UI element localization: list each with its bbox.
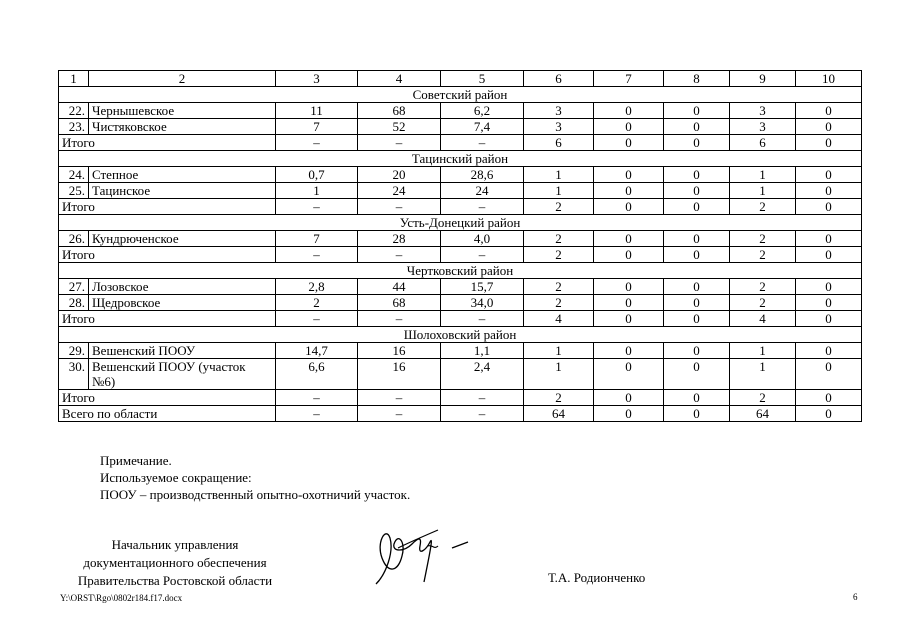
region-name: Усть-Донецкий район <box>59 215 862 231</box>
row-value: 0 <box>796 343 862 359</box>
row-value: 1 <box>730 343 796 359</box>
row-value: 1 <box>524 359 594 390</box>
row-value: 0 <box>664 343 730 359</box>
row-value: 28,6 <box>441 167 524 183</box>
row-value: 0 <box>796 295 862 311</box>
subtotal-value: – <box>276 311 358 327</box>
grand-total-value: – <box>358 406 441 422</box>
position-line-1: Начальник управления <box>111 537 239 552</box>
grand-total-row <box>59 406 862 422</box>
row-value: 16 <box>358 359 441 390</box>
row-value: 7 <box>276 119 358 135</box>
row-value: 2 <box>524 279 594 295</box>
row-value: 1 <box>276 183 358 199</box>
subtotal-value: 0 <box>796 390 862 406</box>
subtotal-value: 4 <box>524 311 594 327</box>
row-value: 2 <box>276 295 358 311</box>
subtotal-value: 0 <box>796 199 862 215</box>
region-row <box>59 87 862 103</box>
notes-line-2: ПООУ – производственный опытно-охотничий участок. <box>100 487 411 502</box>
region-name: Шолоховский район <box>59 327 862 343</box>
row-number: 23. <box>59 119 89 135</box>
subtotal-row <box>59 390 862 406</box>
region-row <box>59 327 862 343</box>
table-row <box>59 279 862 295</box>
table-row <box>59 103 862 119</box>
row-value: 28 <box>358 231 441 247</box>
row-name: Кундрюченское <box>89 231 276 247</box>
row-value: 0 <box>664 167 730 183</box>
row-value: 0 <box>796 119 862 135</box>
row-value: 0 <box>664 231 730 247</box>
table-row <box>59 183 862 199</box>
subtotal-value: – <box>441 390 524 406</box>
table-row <box>59 343 862 359</box>
position-line-3: Правительства Ростовской области <box>77 573 273 588</box>
grand-total-value: – <box>441 406 524 422</box>
row-value: 0 <box>664 295 730 311</box>
row-value: 0 <box>594 359 664 390</box>
row-value: 0 <box>664 359 730 390</box>
grand-total-value: 0 <box>594 406 664 422</box>
subtotal-row <box>59 247 862 263</box>
row-value: 0 <box>594 103 664 119</box>
row-value: 0 <box>796 231 862 247</box>
row-value: 2 <box>730 279 796 295</box>
grand-total-value: 0 <box>664 406 730 422</box>
row-value: 0 <box>796 167 862 183</box>
table-row <box>59 359 862 390</box>
row-name: Вешенский ПООУ <box>89 343 276 359</box>
subtotal-value: 0 <box>594 199 664 215</box>
row-name: Чернышевское <box>89 103 276 119</box>
subtotal-value: – <box>441 135 524 151</box>
row-value: 0 <box>796 103 862 119</box>
row-value: 0 <box>664 279 730 295</box>
row-number: 30. <box>59 359 89 390</box>
table-row <box>59 295 862 311</box>
row-value: 2 <box>524 231 594 247</box>
header-cell: 6 <box>524 71 594 87</box>
subtotal-value: 0 <box>594 135 664 151</box>
subtotal-value: 0 <box>796 247 862 263</box>
row-value: 2,8 <box>276 279 358 295</box>
header-row <box>59 71 862 87</box>
data-table <box>58 70 862 422</box>
subtotal-value: 0 <box>664 199 730 215</box>
row-number: 29. <box>59 343 89 359</box>
grand-total-label: Всего по области <box>59 406 276 422</box>
subtotal-label: Итого <box>59 247 276 263</box>
subtotal-value: 2 <box>730 199 796 215</box>
row-number: 24. <box>59 167 89 183</box>
row-value: 0,7 <box>276 167 358 183</box>
subtotal-value: – <box>276 199 358 215</box>
subtotal-value: 0 <box>594 390 664 406</box>
row-value: 16 <box>358 343 441 359</box>
subtotal-value: 6 <box>524 135 594 151</box>
subtotal-value: 2 <box>524 390 594 406</box>
row-value: 7,4 <box>441 119 524 135</box>
row-value: 6,2 <box>441 103 524 119</box>
row-value: 2 <box>524 295 594 311</box>
header-cell: 2 <box>89 71 276 87</box>
row-value: 0 <box>594 279 664 295</box>
row-value: 0 <box>594 343 664 359</box>
subtotal-label: Итого <box>59 311 276 327</box>
subtotal-value: 2 <box>524 199 594 215</box>
row-value: 1 <box>524 183 594 199</box>
row-number: 26. <box>59 231 89 247</box>
header-cell: 5 <box>441 71 524 87</box>
subtotal-value: – <box>358 311 441 327</box>
table-row <box>59 167 862 183</box>
row-value: 3 <box>524 119 594 135</box>
region-name: Чертковский район <box>59 263 862 279</box>
row-name: Щедровское <box>89 295 276 311</box>
row-value: 2 <box>730 231 796 247</box>
row-value: 11 <box>276 103 358 119</box>
subtotal-value: 0 <box>664 311 730 327</box>
row-value: 1 <box>730 359 796 390</box>
row-name: Чистяковское <box>89 119 276 135</box>
row-value: 1 <box>524 343 594 359</box>
row-value: 0 <box>594 295 664 311</box>
row-value: 0 <box>796 279 862 295</box>
row-value: 44 <box>358 279 441 295</box>
row-value: 0 <box>664 183 730 199</box>
row-value: 3 <box>730 119 796 135</box>
subtotal-row <box>59 135 862 151</box>
notes-title: Примечание. <box>100 453 172 468</box>
region-name: Советский район <box>59 87 862 103</box>
subtotal-value: 0 <box>796 135 862 151</box>
subtotal-value: 0 <box>594 247 664 263</box>
header-cell: 4 <box>358 71 441 87</box>
row-value: 0 <box>796 183 862 199</box>
header-cell: 10 <box>796 71 862 87</box>
subtotal-value: – <box>441 311 524 327</box>
position-line-2: документационного обеспечения <box>83 555 267 570</box>
row-value: 3 <box>524 103 594 119</box>
subtotal-value: 0 <box>664 247 730 263</box>
signatory-name: Т.А. Родионченко <box>548 570 646 585</box>
row-value: 24 <box>441 183 524 199</box>
subtotal-value: – <box>276 135 358 151</box>
notes-block <box>100 452 410 503</box>
table-row <box>59 119 862 135</box>
row-value: 68 <box>358 103 441 119</box>
grand-total-value: 64 <box>730 406 796 422</box>
row-number: 25. <box>59 183 89 199</box>
header-cell: 8 <box>664 71 730 87</box>
row-value: 52 <box>358 119 441 135</box>
row-value: 0 <box>594 183 664 199</box>
subtotal-value: 2 <box>524 247 594 263</box>
row-value: 1,1 <box>441 343 524 359</box>
row-name: Степное <box>89 167 276 183</box>
row-number: 22. <box>59 103 89 119</box>
row-value: 3 <box>730 103 796 119</box>
subtotal-value: – <box>358 199 441 215</box>
row-value: 20 <box>358 167 441 183</box>
subtotal-value: 0 <box>664 390 730 406</box>
row-number: 28. <box>59 295 89 311</box>
subtotal-value: – <box>441 247 524 263</box>
grand-total-value: 0 <box>796 406 862 422</box>
row-value: 0 <box>796 359 862 390</box>
subtotal-value: 0 <box>796 311 862 327</box>
row-value: 4,0 <box>441 231 524 247</box>
signatory-position <box>60 536 290 590</box>
page-number: 6 <box>853 592 858 602</box>
row-value: 24 <box>358 183 441 199</box>
grand-total-value: 64 <box>524 406 594 422</box>
row-value: 1 <box>524 167 594 183</box>
row-value: 0 <box>594 231 664 247</box>
handwritten-signature <box>368 522 478 592</box>
subtotal-row <box>59 199 862 215</box>
grand-total-value: – <box>276 406 358 422</box>
row-name: Тацинское <box>89 183 276 199</box>
subtotal-value: – <box>276 247 358 263</box>
row-value: 34,0 <box>441 295 524 311</box>
row-value: 68 <box>358 295 441 311</box>
region-row <box>59 215 862 231</box>
region-row <box>59 263 862 279</box>
row-value: 1 <box>730 183 796 199</box>
region-row <box>59 151 862 167</box>
subtotal-value: 4 <box>730 311 796 327</box>
subtotal-row <box>59 311 862 327</box>
row-value: 14,7 <box>276 343 358 359</box>
row-name: Лозовское <box>89 279 276 295</box>
row-value: 0 <box>594 167 664 183</box>
row-name: Вешенский ПООУ (участок №6) <box>89 359 276 390</box>
subtotal-value: 2 <box>730 247 796 263</box>
subtotal-value: – <box>276 390 358 406</box>
header-cell: 7 <box>594 71 664 87</box>
row-value: 0 <box>664 103 730 119</box>
subtotal-value: 0 <box>664 135 730 151</box>
row-value: 1 <box>730 167 796 183</box>
subtotal-value: 2 <box>730 390 796 406</box>
subtotal-value: – <box>358 247 441 263</box>
subtotal-label: Итого <box>59 199 276 215</box>
subtotal-label: Итого <box>59 135 276 151</box>
notes-line-1: Используемое сокращение: <box>100 470 252 485</box>
row-value: 6,6 <box>276 359 358 390</box>
header-cell: 9 <box>730 71 796 87</box>
subtotal-value: – <box>441 199 524 215</box>
row-value: 2 <box>730 295 796 311</box>
header-cell: 3 <box>276 71 358 87</box>
subtotal-value: – <box>358 135 441 151</box>
subtotal-value: – <box>358 390 441 406</box>
subtotal-value: 0 <box>594 311 664 327</box>
region-name: Тацинский район <box>59 151 862 167</box>
row-value: 0 <box>594 119 664 135</box>
table-row <box>59 231 862 247</box>
row-value: 2,4 <box>441 359 524 390</box>
file-path: Y:\ORST\Rgo\0802r184.f17.docx <box>60 593 183 603</box>
row-value: 15,7 <box>441 279 524 295</box>
subtotal-value: 6 <box>730 135 796 151</box>
subtotal-label: Итого <box>59 390 276 406</box>
header-cell: 1 <box>59 71 89 87</box>
row-number: 27. <box>59 279 89 295</box>
row-value: 0 <box>664 119 730 135</box>
row-value: 7 <box>276 231 358 247</box>
